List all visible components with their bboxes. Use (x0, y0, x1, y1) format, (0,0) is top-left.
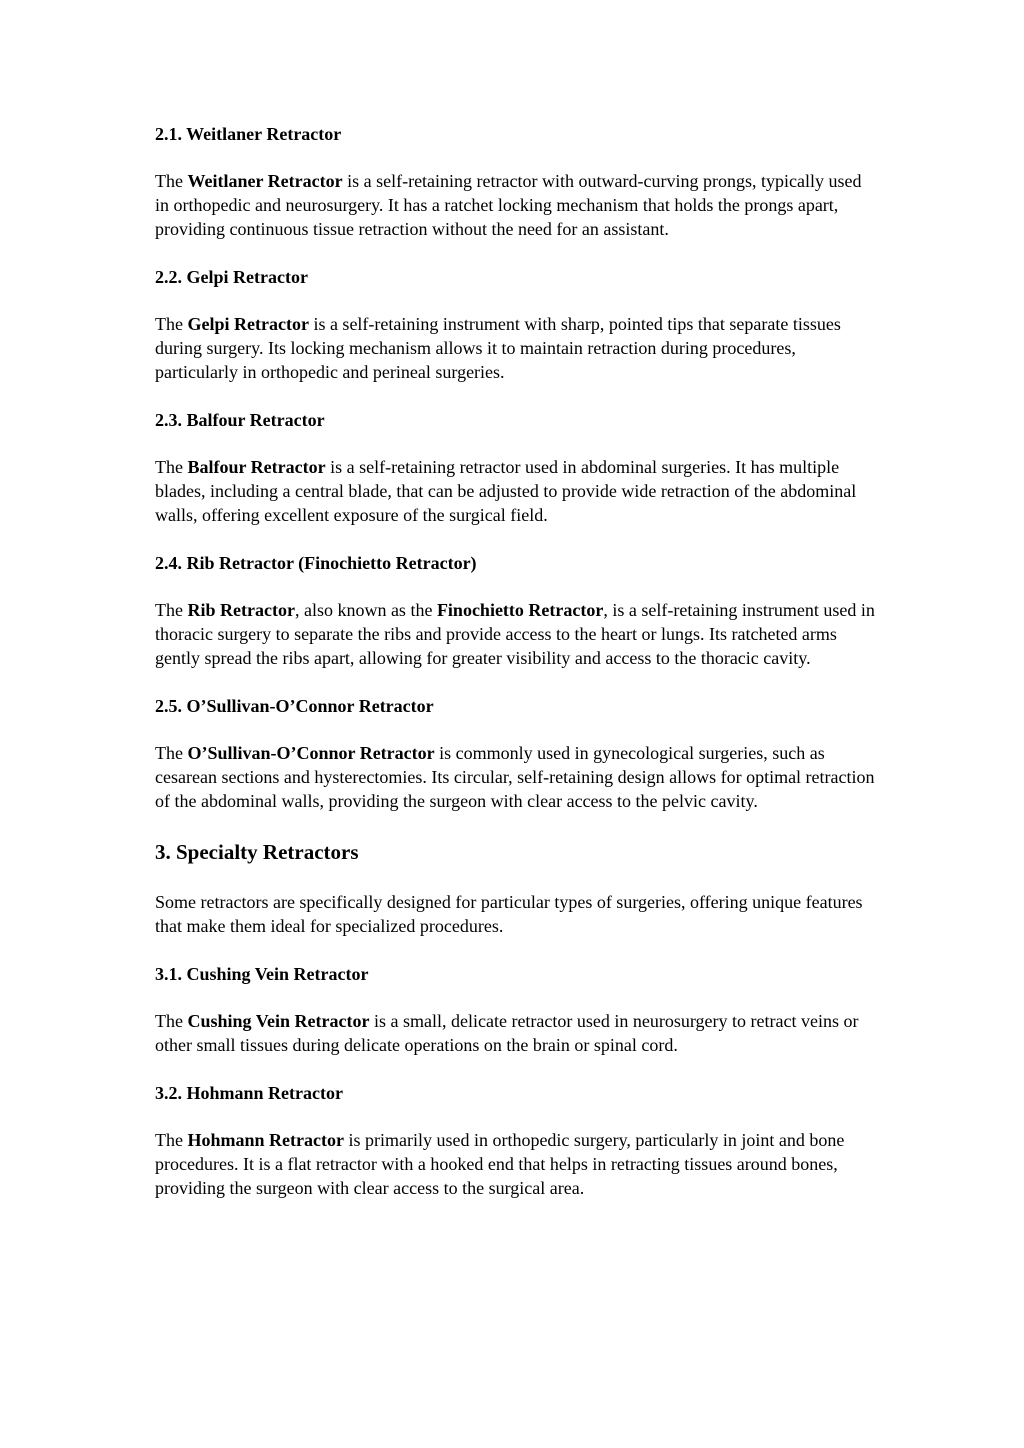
section-heading-2-5: 2.5. O’Sullivan-O’Connor Retractor (155, 696, 434, 716)
section-heading-3-2: 3.2. Hohmann Retractor (155, 1083, 343, 1103)
paragraph-text: The (155, 457, 188, 477)
term-hohmann: Hohmann Retractor (187, 1130, 344, 1150)
term-weitlaner: Weitlaner Retractor (187, 171, 343, 191)
paragraph-balfour (155, 455, 875, 527)
paragraph-text: is a self-retaining retractor with outward-curving prongs, typically used in orthopedic and neurosurgery. It has a ratchet locking mechanism that holds the prongs apart, providing continuous tissue retraction without the need for an assistant. (155, 171, 862, 239)
paragraph-text: The (155, 1011, 188, 1031)
term-finochietto: Finochietto Retractor (436, 600, 604, 620)
term-balfour: Balfour Retractor (187, 457, 326, 477)
section-heading-2-3: 2.3. Balfour Retractor (155, 410, 325, 430)
paragraph-cushing (155, 1009, 875, 1057)
paragraph-text: is a self-retaining instrument with sharp, pointed tips that separate tissues during surgery. Its locking mechanism allows it to maintain retraction during procedures, particularly in orthopedic and perineal surgeries. (155, 314, 841, 382)
term-gelpi: Gelpi Retractor (187, 314, 309, 334)
paragraph-text: is primarily used in orthopedic surgery, particularly in joint and bone procedures. It is a flat retractor with a hooked end that helps in retracting tissues around bones, providing the surgeon with clear access to the surgical area. (155, 1130, 845, 1198)
section-heading-3: 3. Specialty Retractors (155, 840, 359, 864)
paragraph-osullivan (155, 741, 875, 813)
term-cushing: Cushing Vein Retractor (187, 1011, 370, 1031)
paragraph-text: is commonly used in gynecological surgeries, such as cesarean sections and hysterectomies. Its circular, self-retaining design allows for optimal retraction of the abdominal walls, providing the surgeon with clear access to the pelvic cavity. (155, 743, 875, 811)
term-osullivan: O’Sullivan-O’Connor Retractor (187, 743, 435, 763)
paragraph-specialty-intro: Some retractors are specifically designed for particular types of surgeries, offering unique features that make them ideal for specialized procedures. (155, 892, 863, 936)
paragraph-gelpi (155, 312, 875, 384)
paragraph-text: , also known as the (294, 600, 437, 620)
paragraph-text: is a small, delicate retractor used in neurosurgery to retract veins or other small tissues during delicate operations on the brain or spinal cord. (155, 1011, 859, 1055)
term-rib-retractor: Rib Retractor (187, 600, 295, 620)
section-heading-2-4: 2.4. Rib Retractor (Finochietto Retractor) (155, 553, 477, 573)
section-heading-2-2: 2.2. Gelpi Retractor (155, 267, 308, 287)
paragraph-text: The (155, 600, 188, 620)
document-page (155, 122, 875, 1200)
paragraph-text: The (155, 743, 188, 763)
paragraph-text: The (155, 171, 188, 191)
section-heading-2-1: 2.1. Weitlaner Retractor (155, 124, 342, 144)
paragraph-text: The (155, 1130, 188, 1150)
paragraph-text: The (155, 314, 188, 334)
paragraph-hohmann (155, 1128, 875, 1200)
paragraph-text: is a self-retaining retractor used in abdominal surgeries. It has multiple blades, including a central blade, that can be adjusted to provide wide retraction of the abdominal walls, offering excellent exposure of the surgical field. (155, 457, 857, 525)
paragraph-weitlaner (155, 169, 875, 241)
section-heading-3-1: 3.1. Cushing Vein Retractor (155, 964, 369, 984)
paragraph-text: , is a self-retaining instrument used in thoracic surgery to separate the ribs and provide access to the heart or lungs. Its ratcheted arms gently spread the ribs apart, allowing for greater visibility and access to the thoracic cavity. (155, 600, 875, 668)
paragraph-rib-retractor (155, 598, 875, 670)
